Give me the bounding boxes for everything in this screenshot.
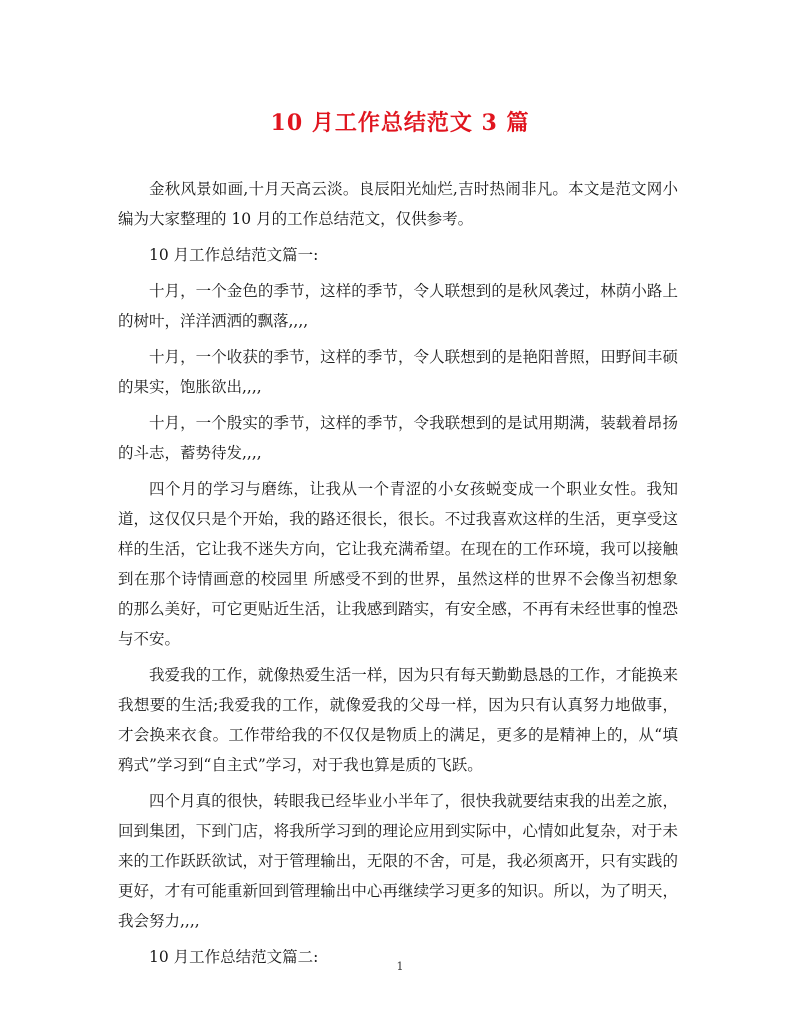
intro-paragraph: 金秋风景如画,十月天高云淡。良辰阳光灿烂,吉时热闹非凡。本文是范文网小编为大家整理的 10 月的工作总结范文，仅供参考。 [118,180,678,228]
document-body [118,174,678,978]
body-paragraph: 十月，一个殷实的季节，这样的季节，令我联想到的是试用期满，装载着昂扬的斗志，蓄势待发,,,, [118,414,678,462]
body-paragraph: 四个月真的很快，转眼我已经毕业小半年了，很快我就要结束我的出差之旅，回到集团，下到门店，将我所学习到的理论应用到实际中，心情如此复杂，对于未来的工作跃跃欲试，对于管理输出，无限的不舍，可是，我必须离开，只有实践的更好，才有可能重新回到管理输出中心再继续学习更多的知识。所以，为了明天，我会努力,,,, [118,792,678,930]
body-paragraph: 我爱我的工作，就像热爱生活一样，因为只有每天勤勤恳恳的工作，才能换来我想要的生活;我爱我的工作，就像爱我的父母一样，因为只有认真努力地做事，才会换来衣食。工作带给我的不仅仅是物质上的满足，更多的是精神上的，从“填鸦式”学习到“自主式”学习，对于我也算是质的飞跃。 [118,666,678,774]
body-paragraph: 四个月的学习与磨练，让我从一个青涩的小女孩蜕变成一个职业女性。我知道，这仅仅只是个开始，我的路还很长，很长。不过我喜欢这样的生活，更享受这样的生活，它让我不迷失方向，它让我充满希望。在现在的工作环境，我可以接触到在那个诗情画意的校园里 所感受不到的世界，虽然这样的世界不会像当初想象的那么美好，可它更贴近生活，让我感到踏实，有安全感，不再有未经世事的惶恐与不安。 [118,480,678,648]
section-heading-two: 10 月工作总结范文篇二: [149,948,319,966]
page-number: 1 [396,960,404,973]
page-title: 10 月工作总结范文 3 篇 [270,110,530,136]
body-paragraph: 十月，一个收获的季节，这样的季节，令人联想到的是艳阳普照，田野间丰硕的果实，饱胀欲出,,,, [118,348,678,396]
body-paragraph: 十月，一个金色的季节，这样的季节，令人联想到的是秋风袭过，林荫小路上的树叶，洋洋洒洒的飘落,,,, [118,282,678,330]
section-heading-one: 10 月工作总结范文篇一: [149,246,319,264]
